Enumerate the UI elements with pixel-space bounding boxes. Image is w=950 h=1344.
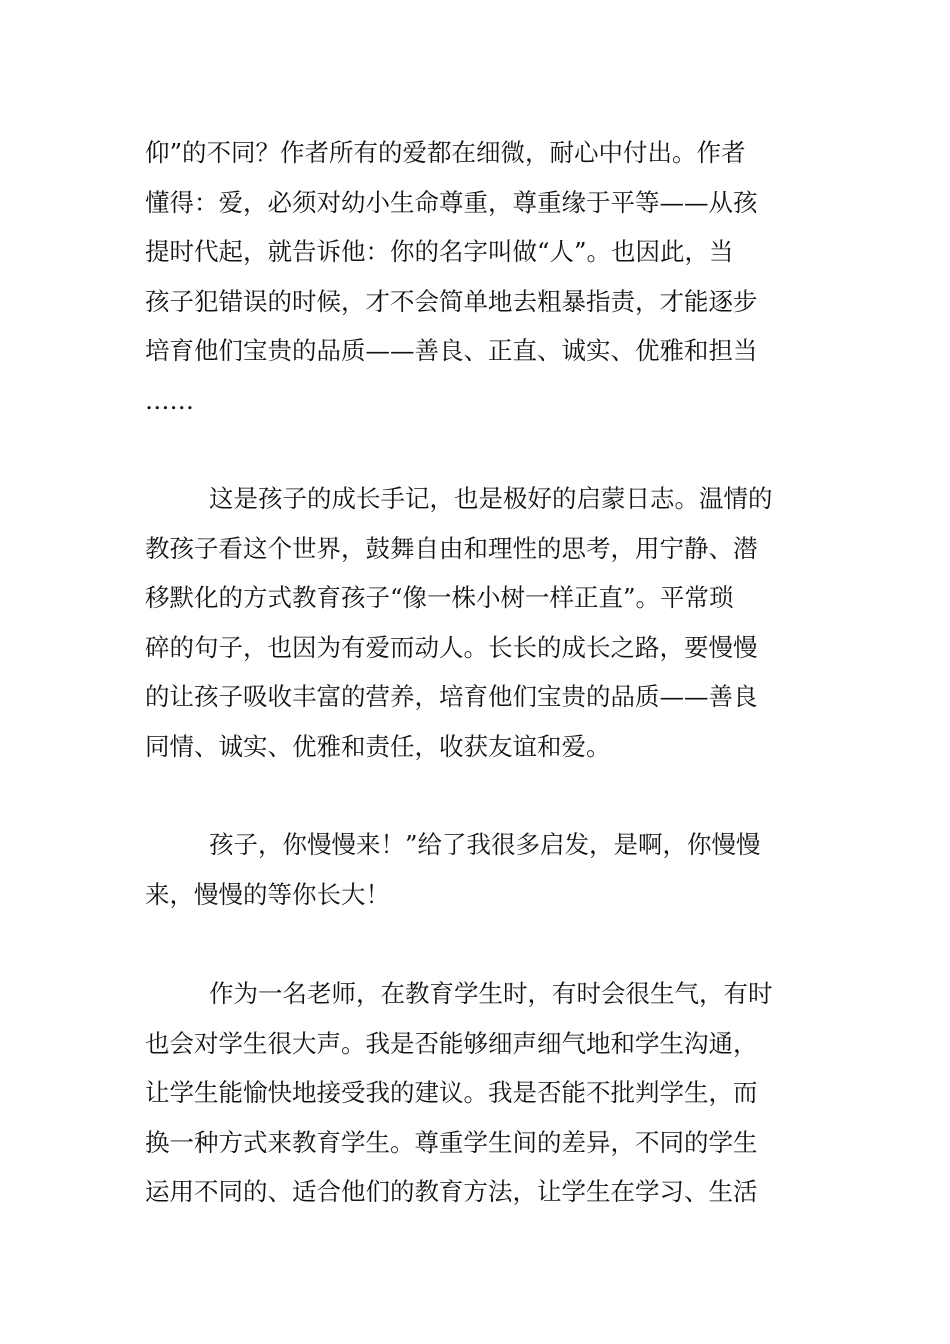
text-line: 碎的句子，也因为有爱而动人。长长的成长之路，要慢慢: [145, 632, 758, 662]
text-line: 运用不同的、适合他们的教育方法，让学生在学习、生活: [145, 1177, 758, 1207]
text-line: 培育他们宝贵的品质——善良、正直、诚实、优雅和担当: [145, 336, 758, 366]
text-line: 也会对学生很大声。我是否能够细声细气地和学生沟通，: [145, 1028, 758, 1058]
text-line: 让学生能愉快地接受我的建议。我是否能不批判学生，而: [145, 1078, 758, 1108]
text-line: 换一种方式来教育学生。尊重学生间的差异，不同的学生: [145, 1127, 758, 1157]
text-line: 孩子犯错误的时候，才不会简单地去粗暴指责，才能逐步: [145, 286, 758, 316]
text-line: ……: [145, 385, 194, 415]
text-line: 仰”的不同？作者所有的爱都在细微，耐心中付出。作者: [145, 138, 746, 167]
text-line: 教孩子看这个世界，鼓舞自由和理性的思考，用宁静、潜: [145, 533, 758, 563]
paragraph-2: [145, 474, 815, 772]
text-line: 作为一名老师，在教育学生时，有时会很生气，有时: [209, 979, 773, 1008]
text-line: 这是孩子的成长手记，也是极好的启蒙日志。温情的: [209, 484, 773, 513]
paragraph-4: [145, 969, 815, 1217]
text-line: 孩子，你慢慢来！”给了我很多启发，是啊，你慢慢: [209, 830, 761, 859]
text-line: 的让孩子吸收丰富的营养，培育他们宝贵的品质——善良: [145, 682, 758, 712]
text-line: 来，慢慢的等你长大！: [145, 879, 390, 909]
paragraph-3: [145, 820, 815, 919]
text-line: 提时代起，就告诉他：你的名字叫做“人”。也因此，当: [145, 237, 734, 267]
paragraph-1: [145, 128, 815, 426]
text-line: 懂得：爱，必须对幼小生命尊重，尊重缘于平等——从孩: [145, 187, 758, 217]
text-line: 同情、诚实、优雅和责任，收获友谊和爱。: [145, 731, 611, 761]
text-line: 移默化的方式教育孩子“像一株小树一样正直”。平常琐: [145, 583, 734, 613]
